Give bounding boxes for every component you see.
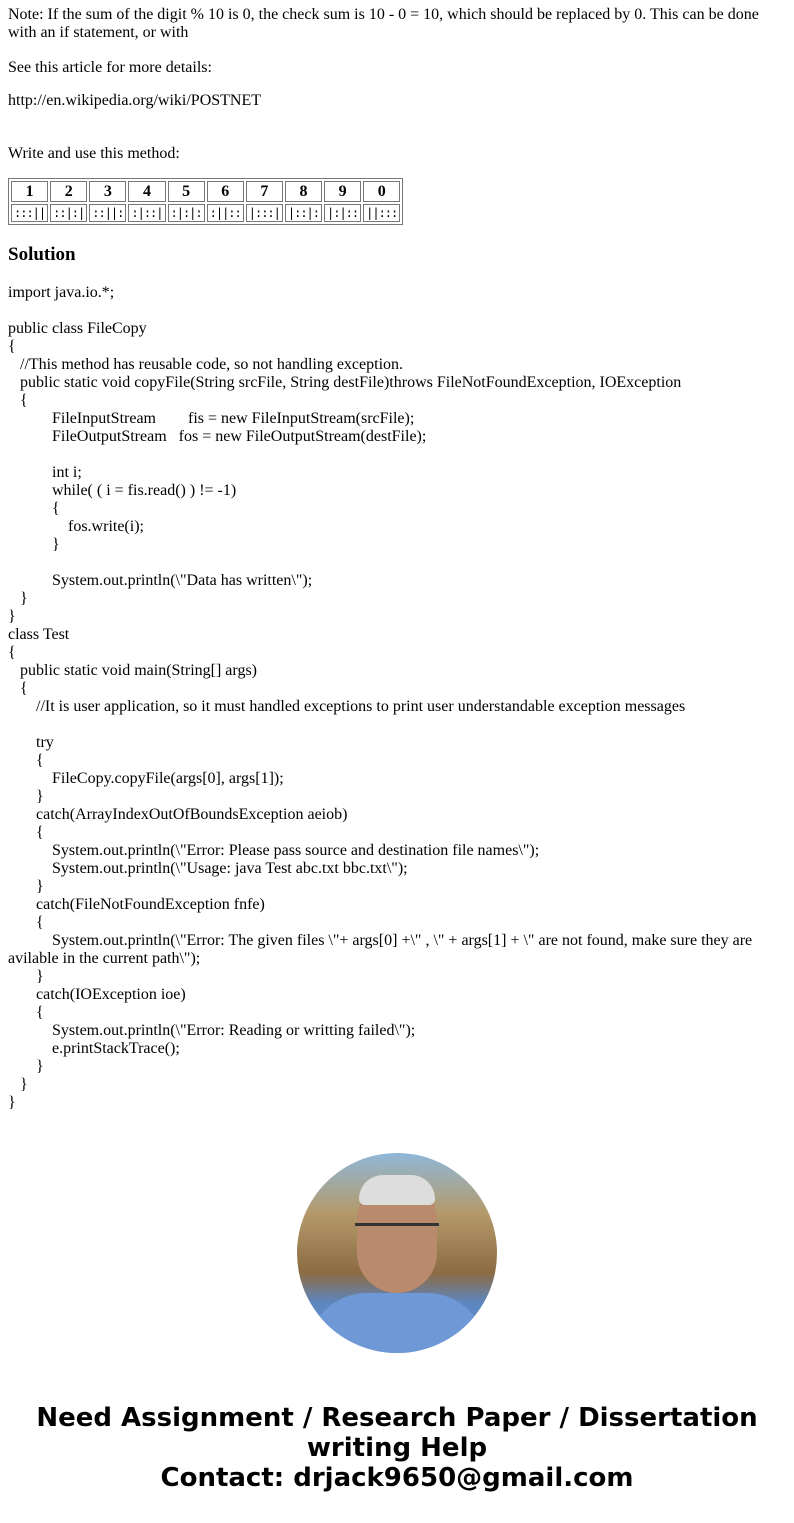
code-line: { xyxy=(8,914,44,931)
code-line xyxy=(8,302,778,320)
code-line: import java.io.*; xyxy=(8,284,115,301)
digit-cell: 3 xyxy=(89,181,126,202)
code-line: } xyxy=(8,1058,44,1075)
code-line: System.out.println(\"Error: Reading or writting failed\"); xyxy=(8,1022,416,1039)
code-line: //This method has reusable code, so not handling exception. xyxy=(8,356,404,373)
footer-banner xyxy=(0,1403,794,1493)
digit-cell: 2 xyxy=(50,181,87,202)
digit-cell: 6 xyxy=(207,181,244,202)
solution-heading: Solution xyxy=(8,244,76,265)
digit-cell: 8 xyxy=(285,181,322,202)
shirt-shape xyxy=(307,1293,487,1353)
code-line: e.printStackTrace(); xyxy=(8,1040,180,1057)
code-line: { xyxy=(8,338,16,355)
code-block xyxy=(8,284,778,1112)
code-line: } xyxy=(8,608,16,625)
code-line: FileInputStream fis = new FileInputStream(srcFile); xyxy=(8,410,415,427)
code-line: catch(ArrayIndexOutOfBoundsException aeiob) xyxy=(8,806,348,823)
digit-cell: 4 xyxy=(128,181,165,202)
digit-cell: 1 xyxy=(11,181,48,202)
code-line: } xyxy=(8,788,44,805)
barcode-cell: :|:|: xyxy=(168,204,205,222)
code-line: FileOutputStream fos = new FileOutputStream(destFile); xyxy=(8,428,427,445)
code-line: { xyxy=(8,680,28,697)
barcode-cell: |:::| xyxy=(246,204,283,222)
code-line: public static void copyFile(String srcFile, String destFile)throws FileNotFoundException, IOException xyxy=(8,374,682,391)
barcode-cell: |:|:: xyxy=(324,204,361,222)
code-line: { xyxy=(8,824,44,841)
code-line: int i; xyxy=(8,464,82,481)
code-line: FileCopy.copyFile(args[0], args[1]); xyxy=(8,770,284,787)
barcode-cell: :::|| xyxy=(11,204,48,222)
barcode-cell: :|::| xyxy=(128,204,165,222)
code-line: } xyxy=(8,1094,16,1111)
code-line xyxy=(8,446,778,464)
code-line: System.out.println(\"Error: Please pass source and destination file names\"); xyxy=(8,842,540,859)
code-line: } xyxy=(8,968,44,985)
code-line: { xyxy=(8,644,16,661)
digit-row xyxy=(11,181,400,202)
barcode-cell: |::|: xyxy=(285,204,322,222)
code-line: { xyxy=(8,1004,44,1021)
code-line: System.out.println(\"Error: The given files \"+ args[0] +\" , \" + args[1] + \" are not found, make sure they are avilable in the current path\"); xyxy=(8,932,757,967)
digit-cell: 5 xyxy=(168,181,205,202)
code-line xyxy=(8,716,778,734)
postnet-link[interactable]: http://en.wikipedia.org/wiki/POSTNET xyxy=(8,92,262,109)
code-line: public class FileCopy xyxy=(8,320,147,337)
code-line: class Test xyxy=(8,626,70,643)
code-line: } xyxy=(8,536,60,553)
code-line: catch(FileNotFoundException fnfe) xyxy=(8,896,265,913)
note-paragraph: Note: If the sum of the digit % 10 is 0, the check sum is 10 - 0 = 10, which should be replaced by 0. This can be done with an if statement, or with xyxy=(8,6,759,41)
code-line: { xyxy=(8,392,28,409)
postnet-table xyxy=(8,178,403,225)
digit-cell: 0 xyxy=(363,181,400,202)
barcode-cell: :||:: xyxy=(207,204,244,222)
code-line: public static void main(String[] args) xyxy=(8,662,257,679)
code-line: catch(IOException ioe) xyxy=(8,986,186,1003)
see-article-text: See this article for more details: xyxy=(8,59,212,76)
code-line: } xyxy=(8,590,28,607)
code-line: { xyxy=(8,500,60,517)
hair-shape xyxy=(359,1175,435,1205)
code-line: { xyxy=(8,752,44,769)
code-line xyxy=(8,554,778,572)
code-line: while( ( i = fis.read() ) != -1) xyxy=(8,482,237,499)
barcode-row xyxy=(11,204,400,222)
barcode-cell: ::|:| xyxy=(50,204,87,222)
code-line: fos.write(i); xyxy=(8,518,144,535)
barcode-cell: ::||: xyxy=(89,204,126,222)
code-line: System.out.println(\"Data has written\"); xyxy=(8,572,313,589)
footer-help-text: Need Assignment / Research Paper / Dissertation writing Help xyxy=(36,1403,758,1463)
write-method-text: Write and use this method: xyxy=(8,145,180,162)
glasses-shape xyxy=(355,1223,439,1248)
digit-cell: 9 xyxy=(324,181,361,202)
code-line: } xyxy=(8,1076,28,1093)
code-line: //It is user application, so it must handled exceptions to print user understandable exception messages xyxy=(8,698,686,715)
author-photo xyxy=(297,1153,497,1353)
code-line: try xyxy=(8,734,54,751)
footer-contact-text: Contact: drjack9650@gmail.com xyxy=(160,1463,634,1493)
code-line: System.out.println(\"Usage: java Test abc.txt bbc.txt\"); xyxy=(8,860,408,877)
digit-cell: 7 xyxy=(246,181,283,202)
barcode-cell: ||::: xyxy=(363,204,400,222)
code-line: } xyxy=(8,878,44,895)
